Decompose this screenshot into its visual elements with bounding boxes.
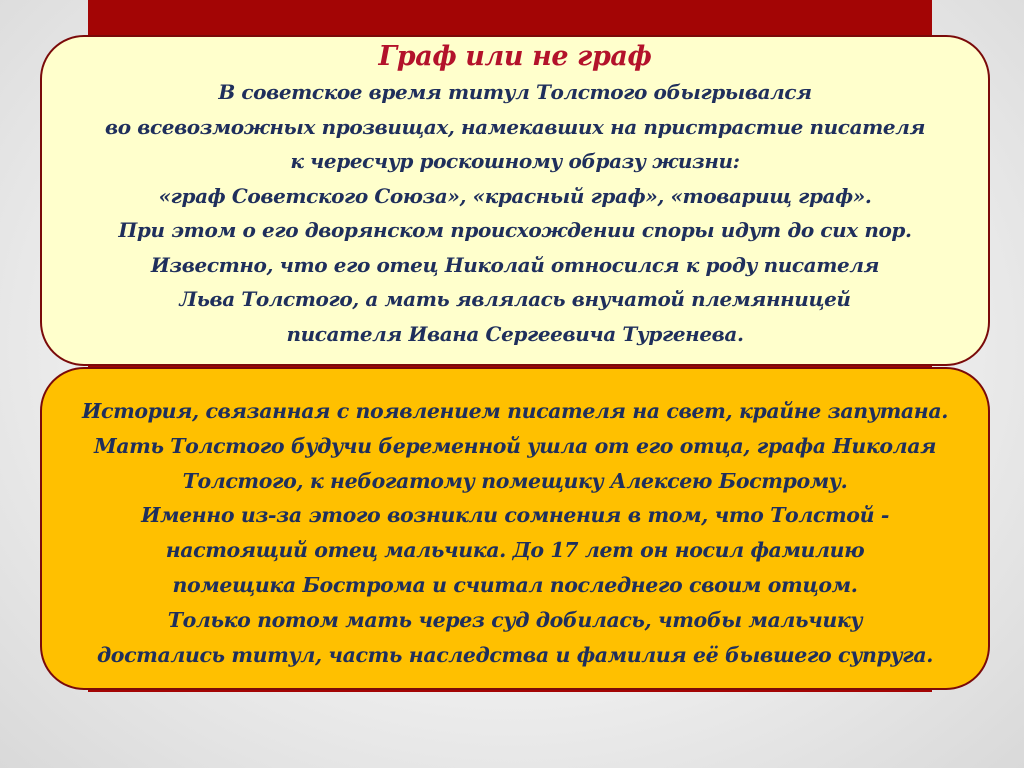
paragraph-line: во всевозможных прозвищах, намекавших на пристрастие писателя [105, 114, 925, 139]
paragraph-line: достались титул, часть наследства и фамилия её бывшего супруга. [96, 642, 934, 667]
paragraph-line: «граф Советского Союза», «красный граф», «товарищ граф». [158, 183, 872, 208]
history-panel [40, 367, 990, 690]
title-panel [40, 35, 990, 366]
paragraph-line: При этом о его дворянском происхождении споры идут до сих пор. [118, 218, 912, 242]
paragraph-line: к чересчур роскошному образу жизни: [290, 149, 740, 173]
paragraph-line: Известно, что его отец Николай относился к роду писателя [150, 252, 880, 277]
paragraph-line: помещика Бострома и считал последнего своим отцом. [172, 572, 858, 597]
paragraph-line: Только потом мать через суд добилась, чтобы мальчику [167, 607, 863, 632]
paragraph-line: История, связанная с появлением писателя на свет, крайне запутана. [82, 399, 948, 423]
paragraph-line: В советское время титул Толстого обыгрывался [218, 80, 812, 104]
paragraph-line: Мать Толстого будучи беременной ушла от его отца, графа Николая [93, 433, 937, 458]
paragraph-line: Льва Толстого, а мать являлась внучатой племянницей [179, 287, 851, 311]
slide-title: Граф или не граф [378, 41, 652, 72]
paragraph-line: Толстого, к небогатому помещику Алексею Бострому. [182, 468, 848, 493]
paragraph-line: писателя Ивана Сергеевича Тургенева. [286, 321, 744, 346]
paragraph-line: настоящий отец мальчика. До 17 лет он носил фамилию [165, 538, 865, 563]
paragraph-line: Именно из-за этого возникли сомнения в том, что Толстой - [141, 503, 889, 528]
